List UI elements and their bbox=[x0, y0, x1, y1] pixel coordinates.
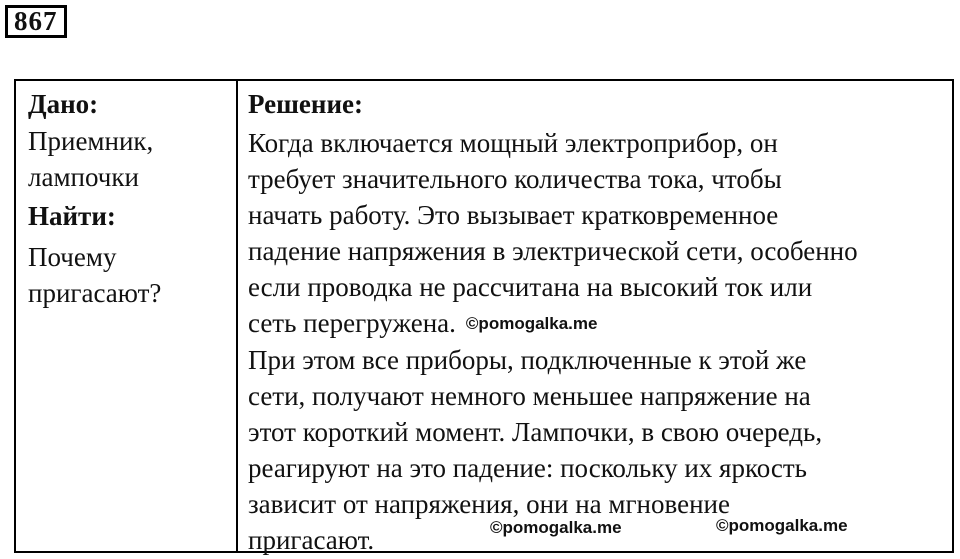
find-heading: Найти: bbox=[28, 201, 116, 231]
given-value bbox=[28, 123, 236, 195]
given-column bbox=[16, 81, 238, 551]
solution-line: падение напряжения в электрической сети, особенно bbox=[248, 236, 858, 266]
find-value bbox=[28, 239, 236, 311]
solution-table bbox=[14, 79, 954, 553]
solution-line: При этом все приборы, подключенные к этой же bbox=[248, 345, 807, 375]
solution-line: если проводка не рассчитана на высокий ток или bbox=[248, 272, 813, 302]
solution-paragraph-1 bbox=[248, 125, 952, 342]
find-line: Почему bbox=[28, 242, 117, 272]
solution-line: реагируют на это падение: поскольку их яркость bbox=[248, 453, 807, 483]
given-line: лампочки bbox=[28, 162, 139, 192]
solution-line: пригасают. bbox=[248, 525, 375, 555]
task-number: 867 bbox=[5, 5, 67, 38]
watermark: ©pomogalka.me bbox=[490, 518, 622, 537]
given-heading: Дано: bbox=[28, 89, 99, 119]
solution-line: сети, получают немного меньшее напряжение на bbox=[248, 381, 811, 411]
solution-line: требует значительного количества тока, чтобы bbox=[248, 164, 782, 194]
solution-line-text: сеть перегружена. bbox=[248, 308, 456, 338]
solution-heading: Решение: bbox=[248, 89, 363, 119]
watermark: ©pomogalka.me bbox=[465, 314, 598, 333]
solution-column bbox=[238, 81, 952, 555]
solution-line bbox=[248, 305, 952, 342]
watermark: ©pomogalka.me bbox=[716, 516, 848, 535]
solution-line: этот короткий момент. Лампочки, в свою очередь, bbox=[248, 417, 823, 447]
solution-line: зависит от напряжения, они на мгновение bbox=[248, 489, 730, 519]
solution-line: Когда включается мощный электроприбор, он bbox=[248, 128, 778, 158]
solution-line: начать работу. Это вызывает кратковременное bbox=[248, 200, 779, 230]
find-line: пригасают? bbox=[28, 278, 162, 308]
given-line: Приемник, bbox=[28, 126, 154, 156]
